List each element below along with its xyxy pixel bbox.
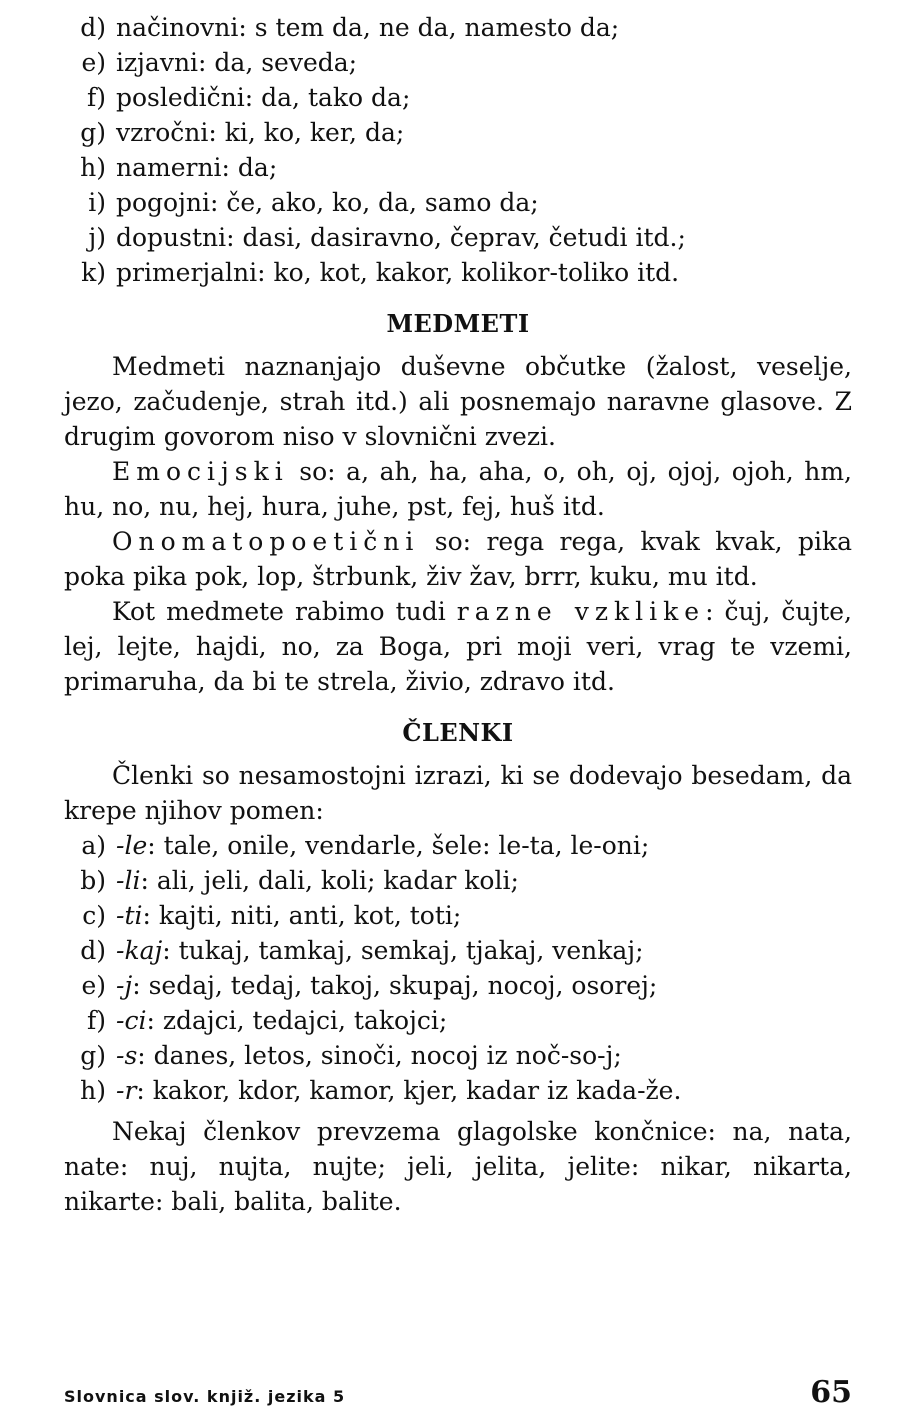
list-text: : tukaj, tamkaj, semkaj, tjakaj, venkaj; [162, 936, 644, 965]
vzklike-pre: Kot medmete rabimo tudi [112, 597, 457, 626]
vzklike-term: razne vzklike [456, 597, 706, 626]
list-marker: h) [80, 1076, 106, 1105]
particle-suffix: -s [116, 1041, 138, 1070]
list-marker: d) [80, 936, 106, 965]
emocijski-term: Emocijski [112, 457, 289, 486]
list-item [64, 898, 852, 933]
list-item [64, 80, 852, 115]
conjunction-list [64, 10, 852, 290]
list-text: : ali, jeli, dali, koli; kadar koli; [140, 866, 519, 895]
particle-suffix: -li [116, 866, 141, 895]
list-item [64, 1038, 852, 1073]
list-item [64, 933, 852, 968]
list-text: posledični: da, tako da; [116, 83, 411, 112]
particle-suffix: -ci [116, 1006, 147, 1035]
list-marker: e) [81, 48, 106, 77]
list-marker: a) [81, 831, 106, 860]
onomatopoetic-text: so: rega rega, kvak kvak, pika poka pika pok, lop, štrbunk, živ žav, brrr, kuku, mu itd. [64, 527, 852, 591]
list-text: dopustni: dasi, dasiravno, čeprav, četudi itd.; [116, 223, 686, 252]
list-item [64, 1003, 852, 1038]
page-body [64, 10, 852, 1219]
onomatopoetic-paragraph [64, 524, 852, 594]
list-text: pogojni: če, ako, ko, da, samo da; [116, 188, 539, 217]
list-text: : kakor, kdor, kamor, kjer, kadar iz kada-že. [136, 1076, 682, 1105]
list-item [64, 150, 852, 185]
list-marker: h) [80, 153, 106, 182]
emocijski-text: so: a, ah, ha, aha, o, oh, oj, ojoj, ojoh, hm, hu, no, nu, hej, hura, juhe, pst, fej, huš itd. [64, 457, 852, 521]
section-heading-medmeti: MEDMETI [386, 309, 530, 338]
particle-suffix: -ti [116, 901, 143, 930]
emocijski-paragraph [64, 454, 852, 524]
list-marker: k) [81, 258, 106, 287]
list-item [64, 255, 852, 290]
list-item [64, 45, 852, 80]
list-marker: e) [81, 971, 106, 1000]
list-marker: f) [86, 1006, 106, 1035]
clenki-intro-paragraph: Členki so nesamostojni izrazi, ki se dodevajo besedam, da krepe njihov pomen: [64, 761, 852, 825]
list-text: : zdajci, tedajci, takojci; [146, 1006, 448, 1035]
list-item [64, 10, 852, 45]
list-text: namerni: da; [116, 153, 278, 182]
list-item [64, 1073, 852, 1108]
list-text: izjavni: da, seveda; [116, 48, 358, 77]
list-item [64, 863, 852, 898]
list-item [64, 220, 852, 255]
vzklike-paragraph [64, 594, 852, 699]
list-item [64, 115, 852, 150]
list-marker: c) [82, 901, 106, 930]
section-heading-clenki: ČLENKI [402, 718, 514, 747]
list-text: vzročni: ki, ko, ker, da; [116, 118, 405, 147]
list-marker: i) [88, 188, 106, 217]
list-marker: j) [88, 223, 106, 252]
list-text: primerjalni: ko, kot, kakor, kolikor-toliko itd. [116, 258, 680, 287]
list-marker: b) [80, 866, 106, 895]
particle-list [64, 828, 852, 1108]
list-item [64, 185, 852, 220]
printer-signature: Slovnica slov. knjiž. jezika 5 [64, 1387, 346, 1406]
list-text: načinovni: s tem da, ne da, namesto da; [116, 13, 620, 42]
list-item [64, 828, 852, 863]
list-marker: f) [86, 83, 106, 112]
list-marker: g) [80, 1041, 106, 1070]
page-footer [64, 1375, 852, 1415]
list-marker: g) [80, 118, 106, 147]
list-marker: d) [80, 13, 106, 42]
particle-suffix: -j [116, 971, 133, 1000]
list-text: : tale, onile, vendarle, šele: le-ta, le-oni; [147, 831, 650, 860]
vzklike-text: : čuj, čujte, lej, lejte, hajdi, no, za Boga, pri moji veri, vrag te vzemi, primaruha, da bi te strela, živio, zdravo itd. [64, 597, 853, 696]
onomatopoetic-term: Onomatopoetični [112, 527, 420, 556]
page-number: 65 [810, 1375, 852, 1410]
list-item [64, 968, 852, 1003]
particle-suffix: -le [116, 831, 148, 860]
list-text: : sedaj, tedaj, takoj, skupaj, nocoj, osorej; [132, 971, 658, 1000]
list-text: : danes, letos, sinoči, nocoj iz noč-so-j; [137, 1041, 622, 1070]
list-text: : kajti, niti, anti, kot, toti; [142, 901, 462, 930]
particle-suffix: -r [116, 1076, 137, 1105]
medmeti-intro-paragraph: Medmeti naznanjajo duševne občutke (žalost, veselje, jezo, začudenje, strah itd.) ali posnemajo naravne glasove. Z drugim govorom niso v slovnični zvezi. [64, 352, 852, 451]
particle-suffix: -kaj [116, 936, 163, 965]
clenki-closing-paragraph: Nekaj členkov prevzema glagolske končnice: na, nata, nate: nuj, nujta, nujte; jeli, jelita, jelite: nikar, nikarta, nikarte: bali, balita, balite. [64, 1117, 852, 1216]
